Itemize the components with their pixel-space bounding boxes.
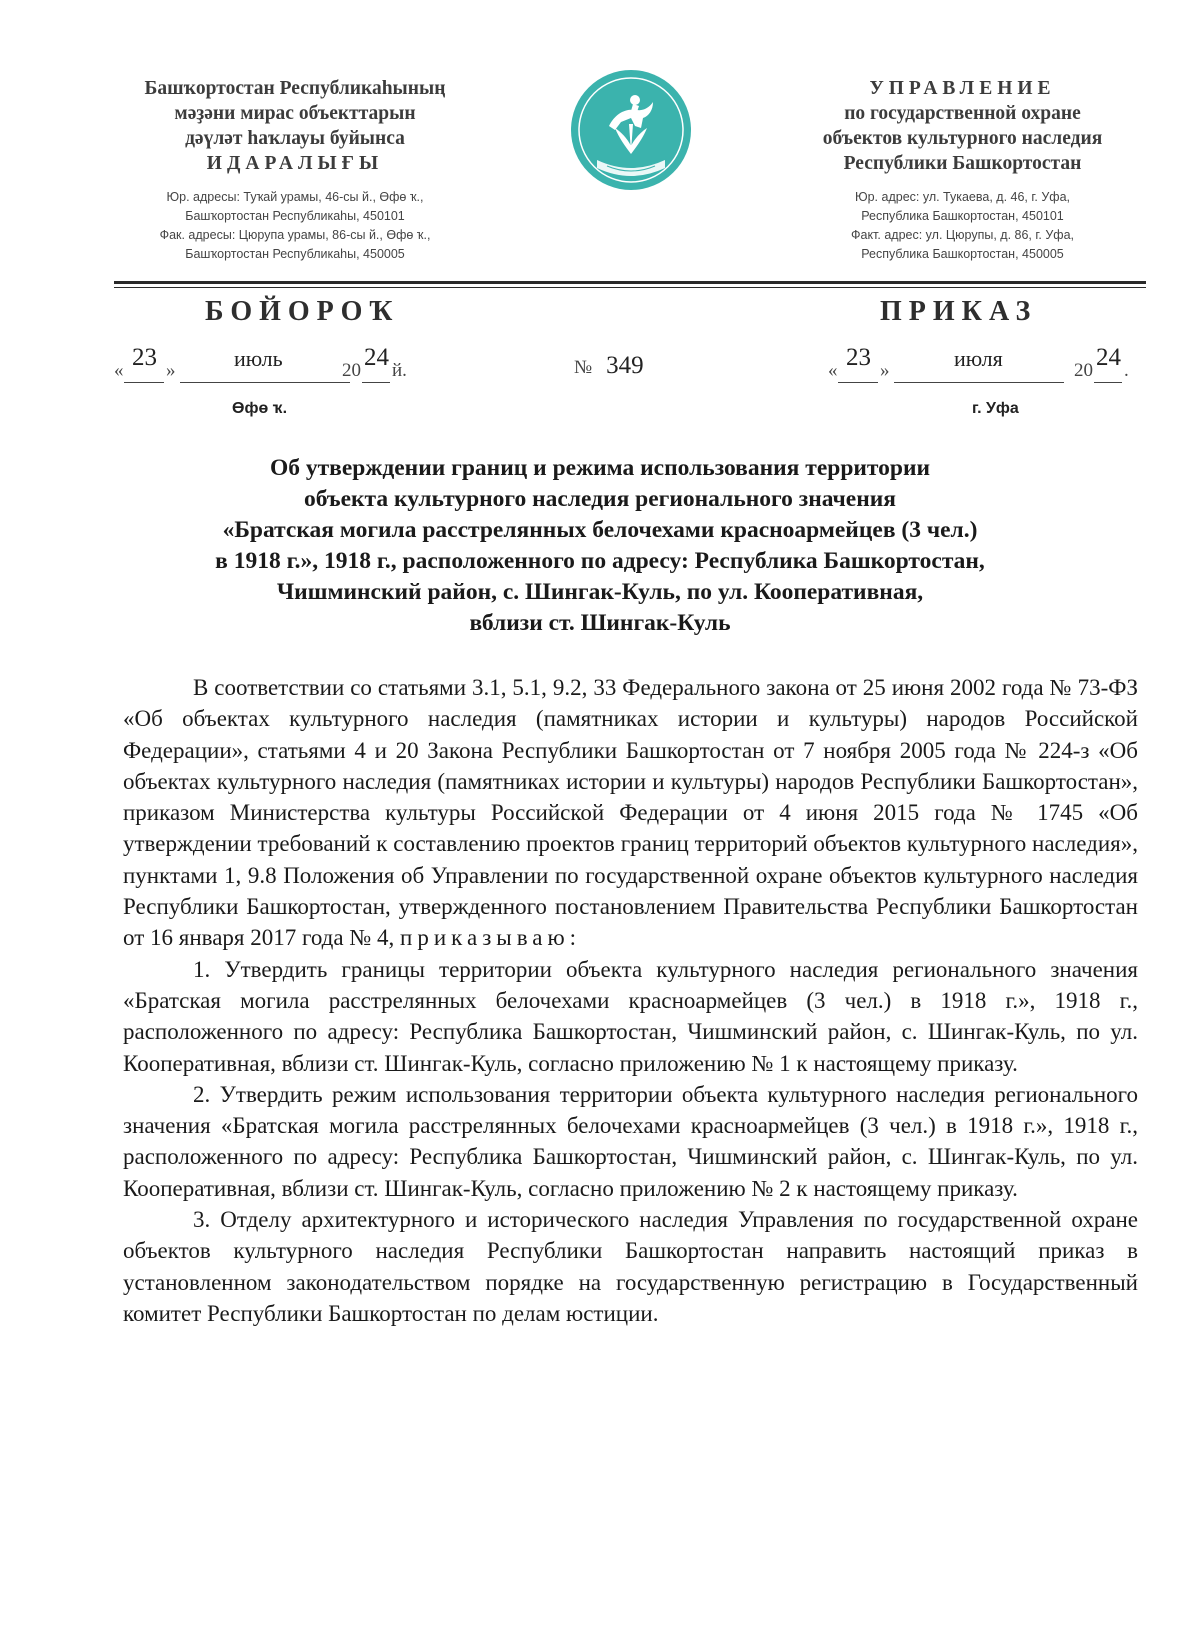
address-line: Юр. адресы: Туҡай урамы, 46-сы й., Өфө ҡ., bbox=[166, 190, 424, 204]
title-line: Чишминский район, с. Шингак-Куль, по ул. Кооперативная, bbox=[276, 579, 924, 605]
org-line: по государственной охране bbox=[844, 103, 1081, 124]
date-year-prefix: 20 bbox=[342, 360, 361, 381]
preamble-paragraph bbox=[123, 672, 1138, 954]
date-russian: « 23 » июля 20 24 . bbox=[828, 344, 1129, 381]
title-line: вблизи ст. Шингак-Куль bbox=[469, 610, 731, 636]
document-body bbox=[123, 672, 1138, 1329]
address-line: Башҡортостан Республикаһы, 450005 bbox=[185, 247, 405, 261]
date-bashkir: « 23 » июль 20 24 й. bbox=[114, 344, 407, 381]
address-russian bbox=[785, 188, 1140, 264]
document-title bbox=[140, 453, 1060, 639]
org-line: ИДАРАЛЫҒЫ bbox=[206, 153, 384, 174]
order-item-1: 1. Утвердить границы территории объекта культурного наследия регионального значения «Братская могила расстрелянных белочехами красноармейцев (3 чел.) в 1918 г.», 1918 г., расположенного по адресу: Республика Башкортостан, Чишминский район, с. Шингак-Куль, по ул. Кооперативная, вблизи ст. Шингак-Куль, согласно приложению № 1 к настоящему приказу. bbox=[123, 956, 1138, 1076]
org-line: Республики Башкортостан bbox=[843, 153, 1082, 174]
title-line: «Братская могила расстрелянных белочехами красноармейцев (3 чел.) bbox=[222, 517, 978, 543]
place-bashkir: Өфө ҡ. bbox=[232, 400, 288, 417]
order-item-3: 3. Отделу архитектурного и исторического наследия Управления по государственной охране объектов культурного наследия Республики Башкортостан направить настоящий приказ в установленном законодательством порядке на государственную регистрацию в Государственный комитет Республики Башкортостан по делам юстиции. bbox=[123, 1207, 1138, 1326]
preamble-text: В соответствии со статьями 3.1, 5.1, 9.2, 33 Федерального закона от 25 июня 2002 года № 73-ФЗ «Об объектах культурного наследия (памятниках истории и культуры) народов Российской Федерации», статьями 4 и 20 Закона Республики Башкортостан от 7 ноября 2005 года № 224-з «Об объектах культурного наследия (памятниках истории и культуры) народов Республики Башкортостан», приказом Министерства культуры Российской Федерации от 4 июня 2015 года № 1745 «Об утверждении требований к составлению проектов границ территорий объектов культурного наследия», пунктами 1, 9.8 Положения об Управлении по государственной охране объектов культурного наследия Республики Башкортостан, утвержденного постановлением Правительства Республики Башкортостан от 16 января 2017 года № 4, bbox=[123, 675, 1138, 951]
address-line: Республика Башкортостан, 450005 bbox=[861, 247, 1064, 261]
order-word: приказываю: bbox=[400, 925, 582, 951]
org-name-russian bbox=[785, 76, 1140, 176]
org-line: УПРАВЛЕНИЕ bbox=[869, 78, 1056, 99]
header-divider bbox=[114, 281, 1146, 284]
org-line: объектов культурного наследия bbox=[822, 128, 1103, 149]
doc-type-russian: ПРИКАЗ bbox=[880, 296, 1038, 327]
title-line: Об утверждении границ и режима использования территории bbox=[269, 455, 931, 481]
date-suffix: . bbox=[1124, 360, 1129, 381]
title-line: в 1918 г.», 1918 г., расположенного по адресу: Республика Башкортостан, bbox=[215, 548, 985, 574]
doc-type-bashkir: БОЙОРОҠ bbox=[205, 296, 400, 327]
order-item-2: 2. Утвердить режим использования территории объекта культурного наследия регионального значения «Братская могила расстрелянных белочехами красноармейцев (3 чел.) в 1918 г.», 1918 г., расположенного по адресу: Республика Башкортостан, Чишминский район, с. Шингак-Куль, по ул. Кооперативная, вблизи ст. Шингак-Куль, согласно приложению № 2 к настоящему приказу. bbox=[123, 1081, 1138, 1201]
address-line: Факт. адрес: ул. Цюрупы, д. 86, г. Уфа, bbox=[850, 228, 1074, 242]
number-sign: № bbox=[574, 357, 593, 378]
org-line: мәҙәни мирас объекттарын bbox=[174, 103, 416, 124]
date-day: 23 bbox=[846, 344, 871, 371]
order-number bbox=[574, 352, 644, 380]
title-line: объекта культурного наследия регионального значения bbox=[303, 486, 897, 512]
bashkortostan-emblem-icon bbox=[569, 68, 693, 192]
date-suffix: й. bbox=[392, 360, 407, 381]
date-year-prefix: 20 bbox=[1074, 360, 1093, 381]
header-divider-thin bbox=[114, 287, 1146, 288]
number-value: 349 bbox=[606, 352, 644, 379]
date-year: 24 bbox=[1096, 344, 1121, 371]
address-line: Башҡортостан Республикаһы, 450101 bbox=[185, 209, 405, 223]
address-bashkir bbox=[110, 188, 480, 264]
org-name-bashkir bbox=[110, 76, 480, 176]
address-line: Республика Башкортостан, 450101 bbox=[861, 209, 1064, 223]
address-line: Фак. адресы: Цюрупа урамы, 86-сы й., Өфө ҡ., bbox=[159, 228, 431, 242]
date-day: 23 bbox=[132, 344, 157, 371]
date-month: июля bbox=[954, 346, 1003, 371]
place-russian: г. Уфа bbox=[972, 400, 1019, 417]
date-year: 24 bbox=[364, 344, 389, 371]
address-line: Юр. адрес: ул. Тукаева, д. 46, г. Уфа, bbox=[854, 190, 1071, 204]
date-month: июль bbox=[234, 346, 283, 371]
org-line: Башҡортостан Республикаһының bbox=[144, 78, 446, 99]
org-line: дәүләт һаҡлауы буйынса bbox=[185, 128, 405, 149]
